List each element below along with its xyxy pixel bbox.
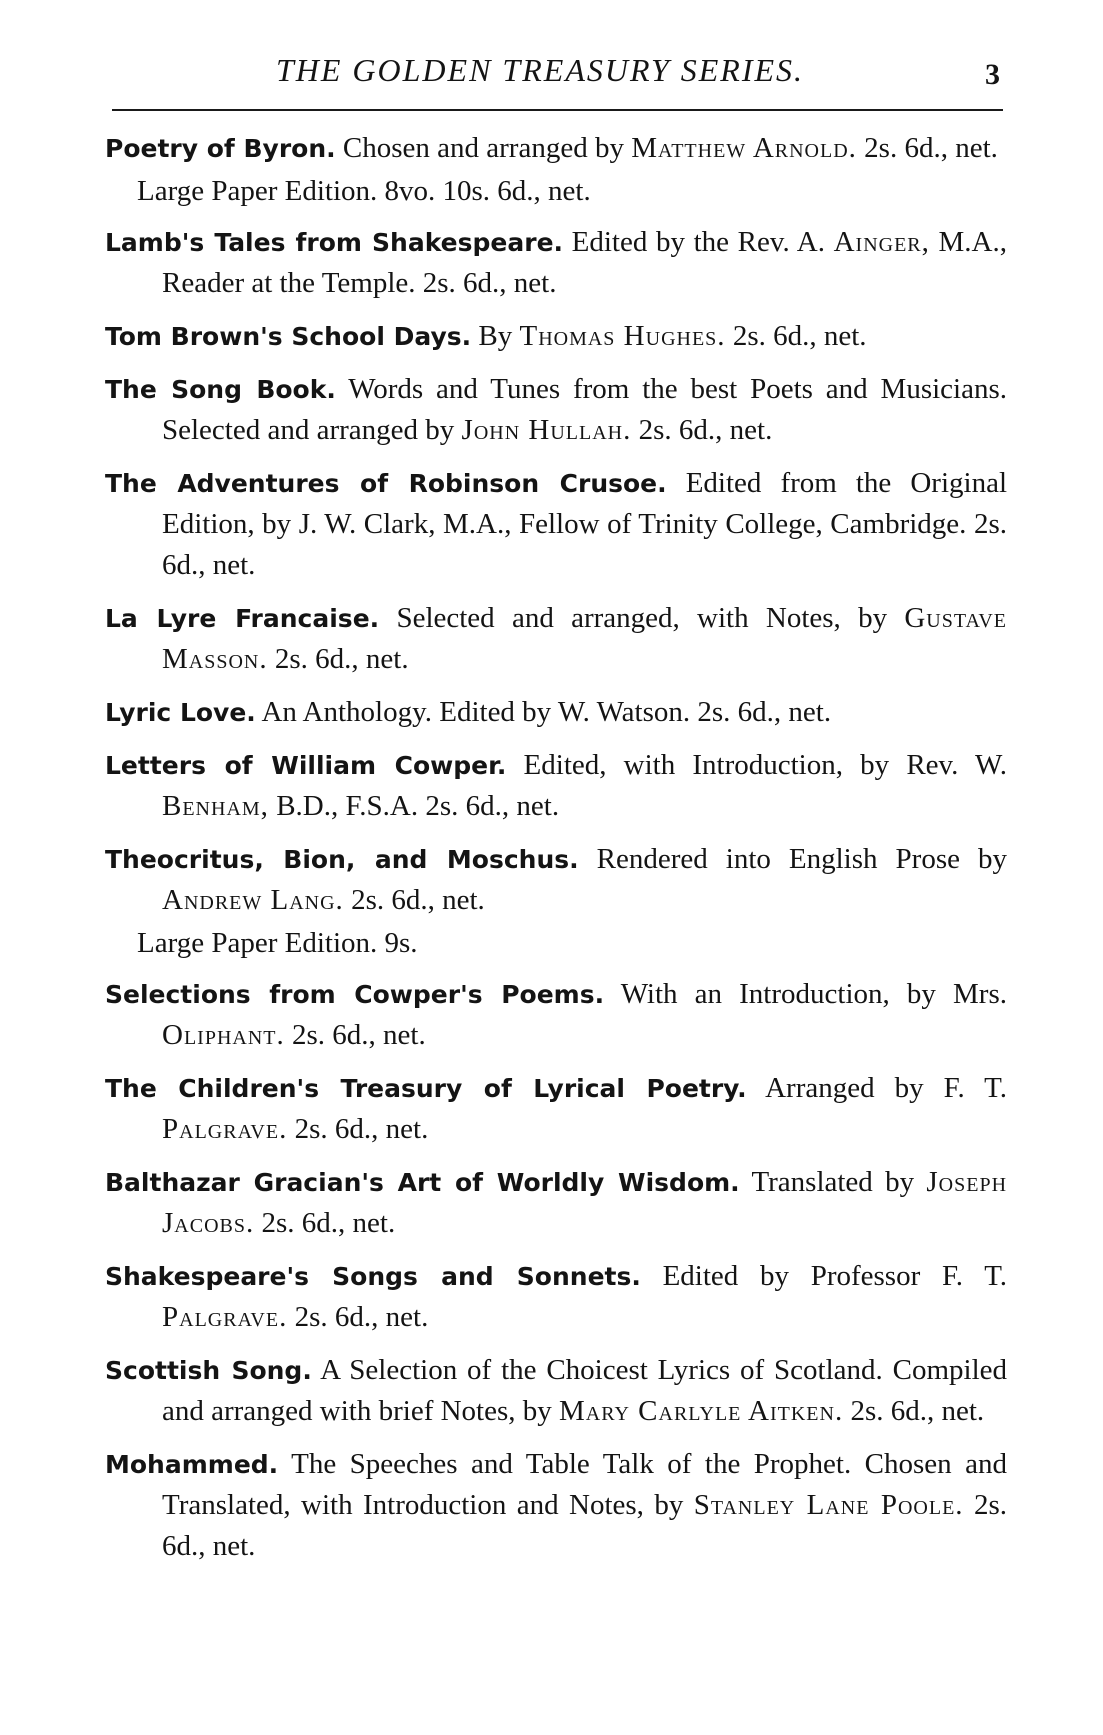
book-title: Shakespeare's Songs and Sonnets. (105, 1262, 641, 1291)
book-price: 2s. 6d., net. (261, 1207, 396, 1239)
book-description: A Selection of the Choicest Lyrics of Scotland. Compiled and arranged with brief Notes, by (162, 1354, 1007, 1427)
author-name: Joseph Jacobs. (162, 1166, 1008, 1239)
author-name: Palgrave. (162, 1113, 288, 1145)
book-title: Lyric Love. (105, 698, 256, 727)
book-entry (105, 1256, 1007, 1338)
book-price: 2s. 6d., net. (864, 132, 998, 164)
book-description: Edited by Professor F. T. (662, 1260, 1008, 1292)
page-header (110, 52, 1000, 94)
book-entry (105, 1444, 1007, 1567)
author-name: Ainger, (833, 226, 930, 258)
book-price: 2s. 6d., net. (850, 1395, 985, 1427)
book-price: 2s. 6d., net. (162, 1489, 1008, 1562)
book-description: Selected and arranged, with Notes, by (396, 602, 888, 634)
book-description: By (478, 320, 513, 352)
header-rule (112, 109, 1003, 111)
book-title: The Adventures of Robinson Crusoe. (105, 469, 667, 498)
book-entry (105, 369, 1007, 451)
book-title: Lamb's Tales from Shakespeare. (105, 228, 564, 257)
book-entry (105, 745, 1007, 827)
large-paper-edition: Large Paper Edition. 9s. (137, 927, 418, 959)
book-price: 2s. 6d., net. (274, 643, 409, 675)
book-entry (105, 128, 1007, 169)
book-price: 2s. 6d., net. (351, 884, 485, 916)
page-number: 3 (985, 58, 1000, 91)
book-title: The Song Book. (105, 375, 336, 404)
book-entry (105, 598, 1007, 680)
book-price: 2s. 6d., net. (294, 1113, 429, 1145)
book-price: 2s. 6d., net. (294, 1301, 429, 1333)
book-title: Scottish Song. (105, 1356, 312, 1385)
author-name: John Hullah. (461, 414, 632, 446)
book-price: 2s. 6d., net. (292, 1019, 426, 1051)
book-list (105, 128, 1007, 1579)
author-name: Andrew Lang. (162, 884, 344, 916)
book-description: Arranged by F. T. (765, 1072, 1007, 1104)
book-description: Edited from the Original Edition, by J. W. Clark, M.A., Fellow of Trinity College, Cambridge. 2s. 6d., net. (162, 467, 1007, 581)
author-name: Stanley Lane Poole. (693, 1489, 964, 1521)
book-title: Selections from Cowper's Poems. (105, 980, 605, 1009)
author-name: Palgrave. (162, 1301, 288, 1333)
book-title: Tom Brown's School Days. (105, 322, 472, 351)
book-price: 2s. 6d., net. (638, 414, 773, 446)
book-title: The Children's Treasury of Lyrical Poetry. (105, 1074, 747, 1103)
book-entry (105, 692, 1007, 733)
author-name: Matthew Arnold. (631, 132, 857, 164)
book-price: B.D., F.S.A. 2s. 6d., net. (276, 790, 560, 822)
book-description: Edited, with Introduction, by Rev. W. (523, 749, 1008, 781)
book-description: An Anthology. Edited by W. Watson. 2s. 6d., net. (261, 696, 832, 728)
book-description-continued: M.A., Reader at the Temple. 2s. 6d., net. (162, 226, 1007, 299)
large-paper-edition: Large Paper Edition. 8vo. 10s. 6d., net. (137, 175, 591, 207)
running-title: THE GOLDEN TREASURY SERIES. (275, 52, 805, 88)
book-description: With an Introduction, by Mrs. (620, 978, 1007, 1010)
book-entry (105, 839, 1007, 921)
author-name: Thomas Hughes. (519, 320, 726, 352)
book-title: Balthazar Gracian's Art of Worldly Wisdom. (105, 1168, 740, 1197)
book-description: Rendered into English Prose by (596, 843, 1007, 875)
book-entry (105, 1350, 1007, 1432)
book-price: 2s. 6d., net. (732, 320, 867, 352)
book-description: Chosen and arranged by (342, 132, 624, 164)
book-title: Mohammed. (105, 1450, 279, 1479)
book-entry (105, 1162, 1007, 1244)
author-name: Oliphant. (162, 1019, 285, 1051)
book-description: Edited by the Rev. A. (571, 226, 825, 258)
book-title: Letters of William Cowper. (105, 751, 507, 780)
book-description: Translated by (751, 1166, 915, 1198)
book-entry (105, 1068, 1007, 1150)
book-description: The Speeches and Table Talk of the Prophet. Chosen and Translated, with Introduction and Notes, by (162, 1448, 1007, 1521)
book-entry (105, 463, 1007, 586)
author-name: Gustave Masson. (162, 602, 1008, 675)
author-name: Mary Carlyle Aitken. (559, 1395, 844, 1427)
book-title: Poetry of Byron. (105, 134, 336, 163)
book-entry (105, 974, 1007, 1056)
book-entry (105, 222, 1007, 304)
book-title: Theocritus, Bion, and Moschus. (105, 845, 579, 874)
book-title: La Lyre Francaise. (105, 604, 380, 633)
book-entry (105, 316, 1007, 357)
author-name: Benham, (162, 790, 269, 822)
book-description: Words and Tunes from the best Poets and Musicians. Selected and arranged by (162, 373, 1007, 446)
